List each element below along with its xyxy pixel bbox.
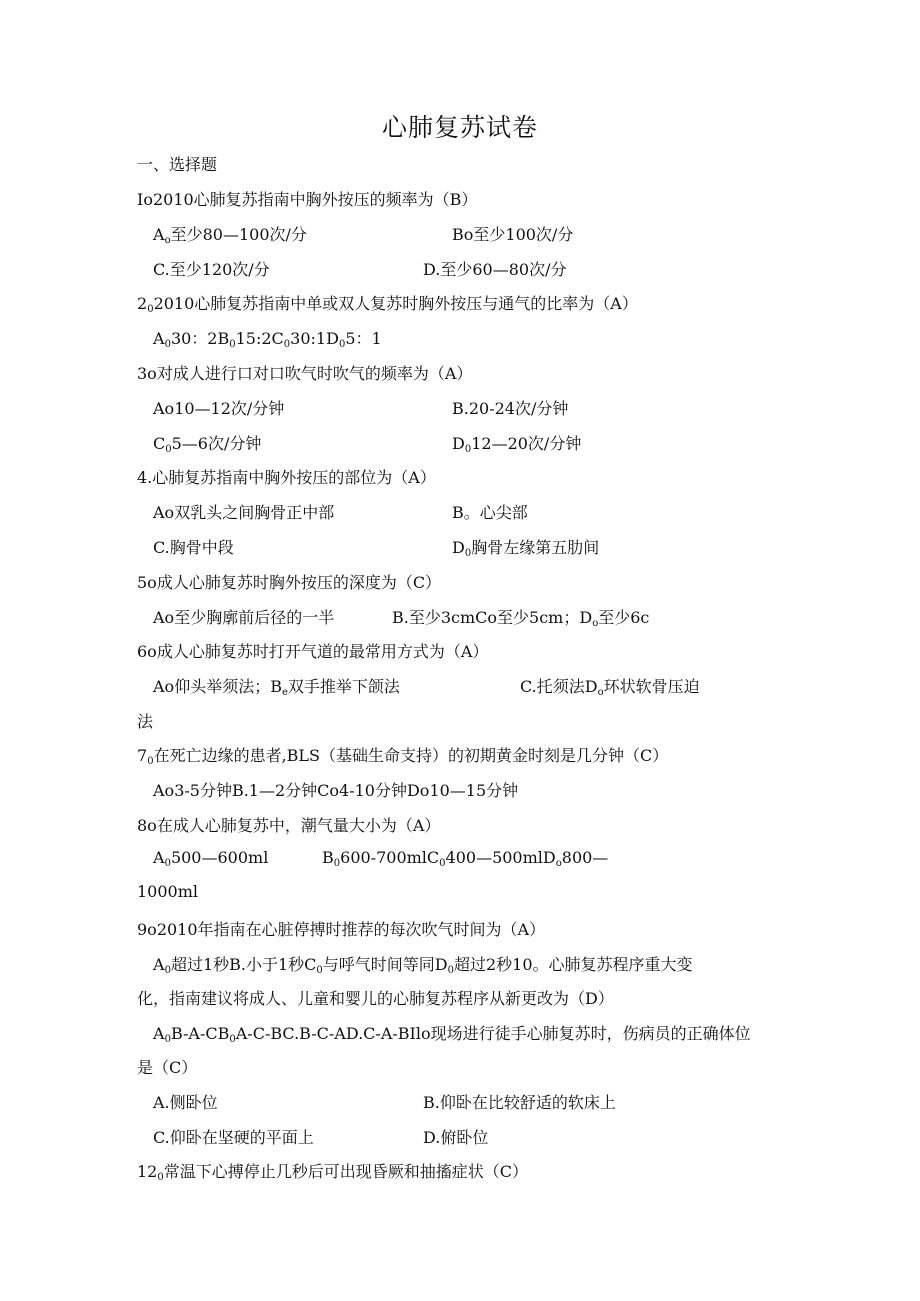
q6-wrap: 法 [137,712,154,731]
q4-option-c: C.胸骨中段 [153,538,234,557]
q3-option-b: B.20-24次/分钟 [452,399,569,418]
question-6: 6o成人心肺复苏时打开气道的最常用方式为（A） [137,642,489,661]
q8-options-bcd: $B_0600-700mlC_0400—500mlD_o800—$ [322,848,609,869]
question-11-wrap: 是（C） [137,1058,198,1077]
question-7: $7_0$在死亡边缘的患者,BLS（基础生命支持）的初期黄金时刻是几分钟（C） [137,746,669,767]
q1-option-b: Bo至少100次/分 [452,225,574,244]
q11-option-a: A.侧卧位 [153,1093,218,1112]
q6-options-ab: Ao仰头举须法；$B_e$双手推举下颌法 [153,677,400,698]
question-5: 5o成人心肺复苏时胸外按压的深度为（C） [137,573,442,592]
question-12: $12_0$常温下心搏停止几秒后可出现昏厥和抽搐症状（C） [137,1162,528,1183]
q10-options: $A_0B-A-CB_0A-C-BC.B-C-AD.C-A$-BIlo现场进行徒手心肺复苏时，伤病员的正确体位 [153,1024,751,1045]
question-8: 8o在成人心肺复苏中，潮气量大小为（A） [137,816,441,835]
question-2: $2_02010$心肺复苏指南中单或双人复苏时胸外按压与通气的比率为（A） [137,294,638,315]
q11-option-b: B.仰卧在比较舒适的软床上 [423,1093,616,1112]
q1-option-d: D.至少60—80次/分 [423,260,567,279]
page-title: 心肺复苏试卷 [381,113,538,142]
q7-options: Ao3-5分钟B.1—2分钟Co4-10分钟Do10—15分钟 [153,781,519,800]
q9-options: $A_0$超过1秒B.小于1秒$C_0$与呼气时间等同$D_0$超过2秒10。心肺复苏程序重大变 [153,955,693,976]
q11-option-d: D.俯卧位 [423,1128,489,1147]
question-1: Io2010心肺复苏指南中胸外按压的频率为（B） [137,190,478,209]
q5-option-a: Ao至少胸廓前后径的一半 [153,608,335,627]
q1-option-c: C.至少120次/分 [153,260,270,279]
q4-option-a: Ao双乳头之间胸骨正中部 [153,503,335,522]
question-4: 4.心肺复苏指南中胸外按压的部位为（A） [137,468,436,487]
question-3: 3o对成人进行口对口吹气时吹气的频率为（A） [137,364,473,383]
q8-option-a: $A_0500—600ml$ [153,848,269,869]
q11-option-c: C.仰卧在坚硬的平面上 [153,1128,314,1147]
q3-option-a: Ao10—12次/分钟 [153,399,285,418]
q4-option-d: $D_0$胸骨左缘第五肋间 [452,538,600,559]
q1-option-a: $A_o$至少80—100次/分 [153,225,307,246]
question-9: 9o2010年指南在心脏停搏时推荐的每次吹气时间为（A） [137,920,546,939]
q8-wrap: 1000ml [137,882,199,901]
q3-option-c: $C_05—6$次/分钟 [153,434,262,455]
q6-options-cd: C.托须法$D_o$环状软骨压迫 [520,677,700,698]
q3-option-d: $D_012—20$次/分钟 [452,434,582,455]
q5-options-bcd: B.至少3cmCo至少5cm；$D_o$至少6c [392,608,650,629]
q4-option-b: B。心尖部 [452,503,528,522]
section-heading: 一、选择题 [137,155,218,174]
question-10-wrap: 化，指南建议将成人、儿童和婴儿的心肺复苏程序从新更改为（D） [137,989,614,1008]
q2-options: $A_030$：$2B_015:2C_030:1D_05$：1 [153,329,382,350]
